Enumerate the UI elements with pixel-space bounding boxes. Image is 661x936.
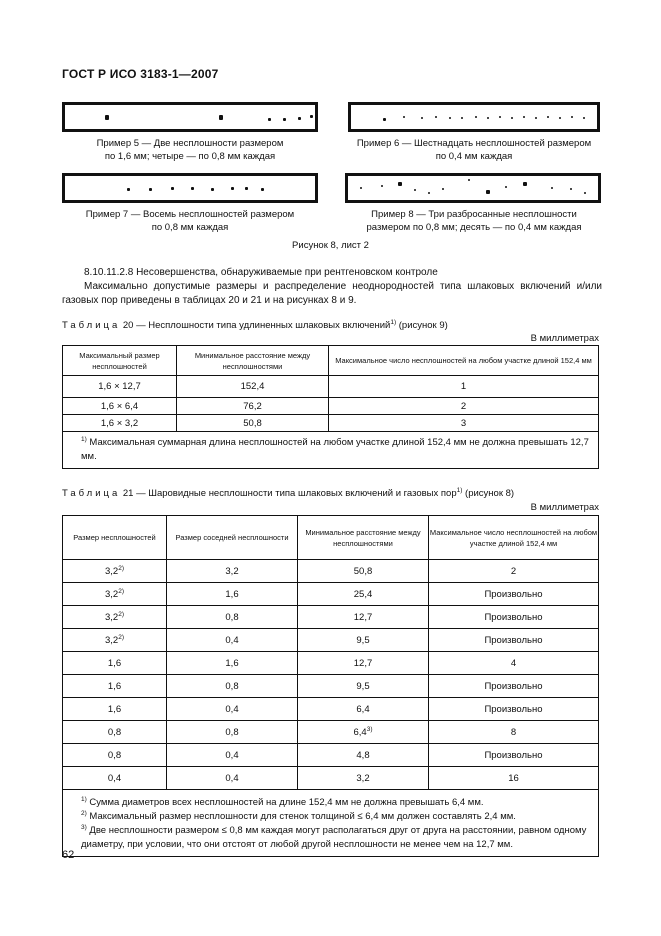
table-cell bbox=[429, 698, 599, 721]
table-21-caption bbox=[62, 488, 514, 499]
table-cell bbox=[298, 583, 429, 606]
footnote-ref: 1) bbox=[390, 318, 397, 326]
table-row bbox=[63, 698, 599, 721]
table-cell bbox=[429, 560, 599, 583]
indication-mark bbox=[547, 116, 549, 118]
indication-mark bbox=[486, 190, 490, 194]
indication-mark bbox=[310, 115, 313, 118]
indication-mark bbox=[127, 188, 130, 191]
cell-value: 3,2 bbox=[356, 772, 370, 784]
table-20-units: В миллиметрах bbox=[530, 333, 599, 344]
table-row bbox=[63, 398, 599, 415]
table-20 bbox=[62, 345, 599, 469]
table-cell bbox=[298, 721, 429, 744]
indication-mark bbox=[449, 117, 451, 119]
page-number: 62 bbox=[62, 849, 75, 861]
table-cell bbox=[63, 652, 167, 675]
table-cell: 1 bbox=[329, 376, 599, 398]
table-footnotes bbox=[63, 790, 599, 857]
table-footnote bbox=[63, 432, 599, 469]
caption-line: Пример 6 — Шестнадцать несплошностей размером bbox=[356, 138, 592, 149]
table-row bbox=[63, 744, 599, 767]
caption-line: Пример 8 — Три разбросанные несплошности bbox=[371, 209, 577, 220]
footnote-text: Сумма диаметров всех несплошностей на длине 152,4 мм не должна превышать 6,4 мм. bbox=[89, 797, 484, 808]
footnote bbox=[81, 796, 592, 810]
table-cell: 1,6 × 12,7 bbox=[63, 376, 177, 398]
table-cell bbox=[298, 744, 429, 767]
example-7-strip bbox=[62, 173, 318, 203]
cell-value: 0,8 bbox=[225, 611, 239, 623]
cell-value: 0,4 bbox=[225, 703, 239, 715]
indication-mark bbox=[105, 115, 109, 120]
cell-value: 25,4 bbox=[353, 588, 373, 600]
footnote-text: Максимальный размер несплошности для стенок толщиной ≤ 6,4 мм должен составлять 2,4 мм. bbox=[89, 811, 516, 822]
footnote bbox=[81, 810, 592, 824]
cell-value: 1,6 bbox=[107, 680, 122, 692]
indication-mark bbox=[298, 117, 301, 120]
example-5-strip bbox=[62, 102, 318, 132]
caption-line: Пример 7 — Восемь несплошностей размером bbox=[85, 209, 295, 220]
indication-mark bbox=[499, 116, 501, 118]
cell-value: 0,8 bbox=[225, 680, 239, 692]
indication-mark bbox=[421, 117, 423, 119]
example-5-caption bbox=[62, 137, 318, 163]
cell-value: 0,8 bbox=[107, 726, 122, 738]
table-cell bbox=[429, 721, 599, 744]
table-footnote-row bbox=[63, 432, 599, 469]
footnote-mark: 3) bbox=[81, 823, 87, 831]
table-cell bbox=[167, 606, 298, 629]
table-cell bbox=[429, 652, 599, 675]
table-row bbox=[63, 376, 599, 398]
indication-mark bbox=[414, 189, 416, 191]
footnote-ref: 2) bbox=[118, 564, 124, 572]
indication-mark bbox=[523, 182, 527, 186]
cell-value: Произвольно bbox=[484, 703, 543, 715]
indication-mark bbox=[171, 187, 174, 190]
table-cell bbox=[429, 744, 599, 767]
table-cell bbox=[298, 767, 429, 790]
table-number: 20 bbox=[122, 320, 134, 331]
cell-value: 9,5 bbox=[356, 680, 370, 692]
table-cell bbox=[298, 675, 429, 698]
table-cell bbox=[167, 698, 298, 721]
indication-mark bbox=[360, 187, 362, 189]
example-8-strip bbox=[345, 173, 601, 203]
footnote bbox=[81, 824, 592, 852]
table-21-units: В миллиметрах bbox=[530, 502, 599, 513]
table-cell: 152,4 bbox=[177, 376, 329, 398]
table-cell bbox=[167, 767, 298, 790]
caption-line: по 0,8 мм каждая bbox=[151, 222, 229, 233]
cell-value: 3,2 bbox=[105, 565, 119, 577]
table-cell: 1,6 × 6,4 bbox=[63, 398, 177, 415]
column-header: Размер соседней несплошности bbox=[167, 516, 298, 560]
table-cell bbox=[63, 560, 167, 583]
column-header: Максимальное число несплошностей на любом участке длиной 152,4 мм bbox=[329, 346, 599, 376]
cell-value: 1,6 bbox=[107, 703, 122, 715]
indication-mark bbox=[211, 188, 214, 191]
cell-value: 3,2 bbox=[105, 634, 119, 646]
cell-value: 6,4 bbox=[353, 726, 367, 738]
cell-value: 0,8 bbox=[107, 749, 122, 761]
cell-value: 3,2 bbox=[225, 565, 239, 577]
indication-mark bbox=[261, 188, 264, 191]
cell-value: Произвольно bbox=[484, 634, 543, 646]
indication-mark bbox=[219, 115, 223, 120]
figure-caption: Рисунок 8, лист 2 bbox=[292, 240, 369, 251]
cell-value: 2 bbox=[510, 565, 517, 577]
table-cell bbox=[429, 767, 599, 790]
footnote-text: Максимальная суммарная длина несплошностей на любом участке длиной 152,4 мм не должна превышать 12,7 мм. bbox=[81, 437, 589, 462]
table-title: 21 — Шаровидные несплошности типа шлаковых включений и газовых пор bbox=[122, 488, 457, 499]
footnote-ref: 1) bbox=[456, 486, 463, 494]
table-row bbox=[63, 767, 599, 790]
table-cell bbox=[63, 583, 167, 606]
indication-mark bbox=[231, 187, 234, 190]
indication-mark bbox=[505, 186, 507, 188]
table-cell bbox=[63, 744, 167, 767]
indication-mark bbox=[149, 188, 152, 191]
table-cell bbox=[63, 767, 167, 790]
cell-value: 0,4 bbox=[225, 634, 239, 646]
cell-value: Произвольно bbox=[484, 680, 543, 692]
indication-mark bbox=[461, 117, 463, 119]
footnote-ref: 3) bbox=[366, 725, 373, 733]
indication-mark bbox=[191, 187, 194, 190]
indication-mark bbox=[283, 118, 286, 121]
footnote-ref: 2) bbox=[118, 610, 124, 618]
caption-line: по 1,6 мм; четыре — по 0,8 мм каждая bbox=[104, 151, 276, 162]
table-cell bbox=[298, 560, 429, 583]
table-cell bbox=[167, 629, 298, 652]
table-cell bbox=[429, 629, 599, 652]
indication-mark bbox=[268, 118, 271, 121]
footnote-mark: 1) bbox=[81, 435, 87, 443]
table-title: — Несплошности типа удлиненных шлаковых включений bbox=[136, 320, 391, 331]
cell-value: 9,5 bbox=[356, 634, 370, 646]
section-text: Максимально допустимые размеры и распределение неоднородностей типа шлаковых включений и/или газовых пор приведены в таблицах 20 и 21 и на рисунках 8 и 9. bbox=[62, 281, 602, 306]
table-row bbox=[63, 415, 599, 432]
table-cell bbox=[167, 721, 298, 744]
indication-mark bbox=[468, 179, 470, 181]
table-20-caption bbox=[62, 320, 448, 331]
table-cell bbox=[298, 698, 429, 721]
cell-value: 1,6 bbox=[107, 657, 122, 669]
example-7-caption bbox=[62, 208, 318, 234]
cell-value: Произвольно bbox=[484, 588, 543, 600]
indication-mark bbox=[435, 116, 437, 118]
cell-value: 12,7 bbox=[353, 611, 373, 623]
footnote-ref: 2) bbox=[118, 633, 124, 641]
table-row bbox=[63, 560, 599, 583]
indication-mark bbox=[381, 185, 383, 187]
cell-value: 0,4 bbox=[107, 772, 122, 784]
table-cell bbox=[63, 606, 167, 629]
table-cell bbox=[167, 744, 298, 767]
document-header: ГОСТ Р ИСО 3183-1—2007 bbox=[62, 67, 219, 81]
table-cell: 50,8 bbox=[177, 415, 329, 432]
indication-mark bbox=[511, 117, 513, 119]
cell-value: Произвольно bbox=[484, 749, 543, 761]
table-cell bbox=[63, 629, 167, 652]
cell-value: Произвольно bbox=[484, 611, 543, 623]
figure-ref: (рисунок 8) bbox=[465, 488, 515, 499]
table-cell bbox=[298, 629, 429, 652]
table-row bbox=[63, 652, 599, 675]
indication-mark bbox=[403, 116, 405, 118]
caption-line: Пример 5 — Две несплошности размером bbox=[96, 138, 284, 149]
figure-ref: (рисунок 9) bbox=[398, 320, 448, 331]
indication-mark bbox=[383, 118, 386, 121]
table-row bbox=[63, 721, 599, 744]
indication-mark bbox=[583, 117, 585, 119]
indication-mark bbox=[475, 116, 477, 118]
indication-mark bbox=[487, 117, 489, 119]
table-cell bbox=[429, 675, 599, 698]
cell-value: 6,4 bbox=[356, 703, 370, 715]
indication-mark bbox=[570, 188, 572, 190]
table-row bbox=[63, 583, 599, 606]
indication-mark bbox=[428, 192, 430, 194]
caption-line: по 0,4 мм каждая bbox=[435, 151, 513, 162]
table-label: Таблица bbox=[62, 488, 121, 499]
table-footnote-row bbox=[63, 790, 599, 857]
indication-mark bbox=[535, 117, 537, 119]
example-6-caption bbox=[330, 137, 618, 163]
footnote-mark: 2) bbox=[81, 809, 87, 817]
footnote-ref: 2) bbox=[118, 587, 124, 595]
cell-value: 0,4 bbox=[225, 749, 239, 761]
footnote-text: Две несплошности размером ≤ 0,8 мм каждая могут располагаться друг от друга на расстоянии, равном одному диаметру, при условии, что они отстоят от любой другой несплошности не менее чем на 12,7 мм. bbox=[81, 825, 587, 850]
table-cell: 76,2 bbox=[177, 398, 329, 415]
cell-value: 4,8 bbox=[356, 749, 370, 761]
cell-value: 1,6 bbox=[225, 588, 239, 600]
table-cell: 2 bbox=[329, 398, 599, 415]
cell-value: 50,8 bbox=[353, 565, 373, 577]
cell-value: 16 bbox=[508, 772, 519, 784]
cell-value: 12,7 bbox=[353, 657, 373, 669]
indication-mark bbox=[551, 187, 553, 189]
column-header: Минимальное расстояние между несплошностями bbox=[177, 346, 329, 376]
table-cell bbox=[429, 606, 599, 629]
example-8-caption bbox=[333, 208, 615, 234]
indication-mark bbox=[571, 116, 573, 118]
column-header: Размер несплошностей bbox=[63, 516, 167, 560]
section-heading: 8.10.11.2.8 Несовершенства, обнаруживаемые при рентгеновском контроле bbox=[84, 267, 438, 278]
indication-mark bbox=[442, 188, 444, 190]
indication-mark bbox=[523, 116, 525, 118]
table-row bbox=[63, 629, 599, 652]
table-cell: 3 bbox=[329, 415, 599, 432]
table-cell bbox=[167, 652, 298, 675]
footnote-mark: 1) bbox=[81, 795, 87, 803]
table-row bbox=[63, 606, 599, 629]
column-header: Максимальный размер несплошностей bbox=[63, 346, 177, 376]
indication-mark bbox=[559, 117, 561, 119]
table-cell bbox=[63, 721, 167, 744]
table-cell bbox=[167, 675, 298, 698]
cell-value: 8 bbox=[510, 726, 517, 738]
cell-value: 3,2 bbox=[105, 588, 119, 600]
cell-value: 3,2 bbox=[105, 611, 119, 623]
indication-mark bbox=[245, 187, 248, 190]
table-label: Таблица bbox=[62, 320, 121, 331]
cell-value: 1,6 bbox=[225, 657, 239, 669]
column-header: Максимальное число несплошностей на любом участке длиной 152,4 мм bbox=[429, 516, 599, 560]
table-21 bbox=[62, 515, 599, 857]
table-row bbox=[63, 675, 599, 698]
table-cell bbox=[429, 583, 599, 606]
table-cell bbox=[63, 698, 167, 721]
table-cell bbox=[63, 675, 167, 698]
table-cell: 1,6 × 3,2 bbox=[63, 415, 177, 432]
cell-value: 4 bbox=[510, 657, 517, 669]
indication-mark bbox=[584, 192, 586, 194]
table-cell bbox=[167, 583, 298, 606]
caption-line: размером по 0,8 мм; десять — по 0,4 мм каждая bbox=[366, 222, 582, 233]
table-cell bbox=[167, 560, 298, 583]
example-6-strip bbox=[348, 102, 600, 132]
table-cell bbox=[298, 606, 429, 629]
table-cell bbox=[298, 652, 429, 675]
indication-mark bbox=[398, 182, 402, 186]
cell-value: 0,4 bbox=[225, 772, 239, 784]
column-header: Минимальное расстояние между несплошностями bbox=[298, 516, 429, 560]
cell-value: 0,8 bbox=[225, 726, 239, 738]
